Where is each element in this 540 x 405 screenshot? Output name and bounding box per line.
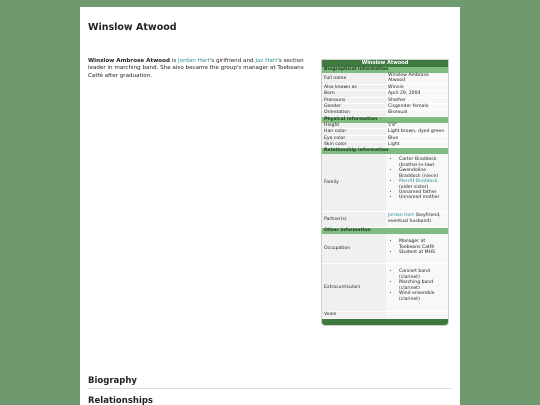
row-partner: Partner(s) Jordan Hart (boyfriend, eventual husband): [322, 212, 448, 228]
row-voice: Voice: [322, 312, 448, 318]
page-title: Winslow Atwood: [88, 22, 177, 33]
extracurriculars-list: [388, 269, 446, 301]
link-jaz-hart[interactable]: Jaz Hart: [255, 58, 278, 64]
row-occupation: Occupation • Manager at Toebeans Catfé • Student at MHS: [322, 234, 448, 264]
row-skin-color: Skin color Light: [322, 142, 448, 148]
row-pronouns: Pronouns She/her: [322, 98, 448, 104]
intro-paragraph: Winslow Ambrose Atwood is Jordan Hart's girlfriend and Jaz Hart's section leader in marching band. She also became the group's manager at Toebeans Catfé after graduation.: [88, 58, 304, 79]
row-height: Height 5'8": [322, 123, 448, 129]
heading-biography: Biography: [88, 376, 137, 386]
row-hair-color: Hair color Light brown, dyed green: [322, 129, 448, 135]
list-item: • Marching band (clarinet): [399, 280, 446, 291]
row-gender: Gender Cisgender female: [322, 104, 448, 110]
list-item: • Carter Braddock (brother-in-law): [399, 157, 446, 168]
infobox-title: Winslow Atwood: [322, 60, 448, 67]
row-aka: Also known as Winnie: [322, 85, 448, 91]
heading-relationships: Relationships: [88, 396, 153, 405]
article-page: [80, 7, 460, 405]
section-bio-header: Biographical information: [322, 67, 448, 73]
subject-name: Winslow Ambrose Atwood: [88, 58, 170, 64]
link-merritt-braddock[interactable]: Merritt Braddock: [399, 179, 438, 185]
list-item: • Concert band (clarinet): [399, 269, 446, 280]
infobox-footer: [322, 319, 448, 325]
row-full-name: Full name Winslow Ambrose Atwood: [322, 73, 448, 85]
list-item: • Student at MHS: [399, 250, 446, 255]
link-jordan-hart-partner[interactable]: Jordan Hart: [388, 213, 415, 219]
family-list: [388, 157, 446, 200]
list-item: • Wind ensemble (clarinet): [399, 291, 446, 302]
occupation-list: [388, 239, 446, 255]
infobox: [321, 59, 449, 326]
list-item: • Manager at Toebeans Catfé: [399, 239, 446, 250]
list-item: • Gwendoline Braddock (niece): [399, 168, 446, 179]
row-eye-color: Eye color Blue: [322, 136, 448, 142]
section-other-header: Other information: [322, 228, 448, 234]
row-family: Family • Carter Braddock (brother-in-law) • Gwendoline Braddock (niece) • Merritt Braddock (older sister) • Unnamed father • Unnamed mother: [322, 154, 448, 212]
section-physical-header: Physical information: [322, 117, 448, 123]
row-orientation: Orientation Bisexual: [322, 110, 448, 116]
row-born: Born April 29, 2004: [322, 91, 448, 97]
list-item: • Unnamed mother: [399, 195, 446, 200]
heading-divider: [88, 388, 452, 389]
link-jordan-hart[interactable]: Jordan Hart: [178, 58, 210, 64]
list-item: • Unnamed father: [399, 190, 446, 195]
section-relationship-header: Relationship information: [322, 148, 448, 154]
row-extracurriculars: Extracurriculars • Concert band (clarinet) • Marching band (clarinet) • Wind ensemble (clarinet): [322, 264, 448, 312]
list-item: • Merritt Braddock (older sister): [399, 179, 446, 190]
